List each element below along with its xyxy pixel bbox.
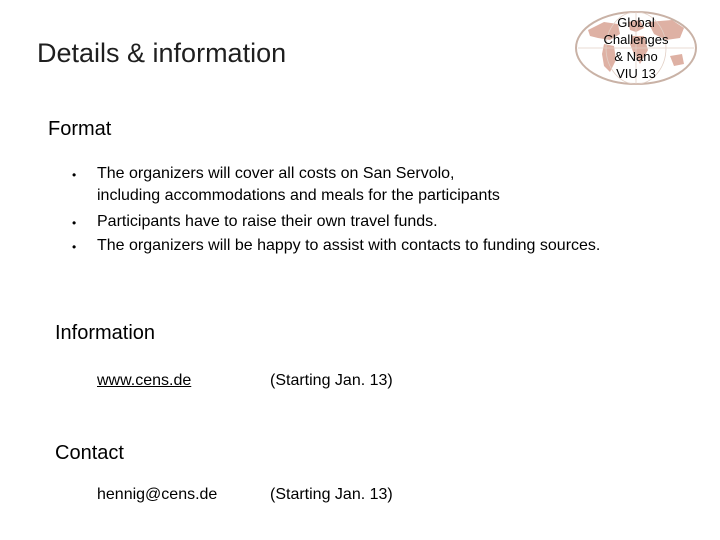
globe-logo — [574, 10, 698, 86]
bullet-marker: • — [72, 168, 77, 182]
logo-line-1: Global — [617, 15, 655, 30]
logo-line-3: & Nano — [614, 49, 658, 64]
contact-heading: Contact — [55, 442, 124, 464]
format-bullet-1-line-2: including accommodations and meals for the participants — [97, 187, 500, 204]
contact-note: (Starting Jan. 13) — [270, 486, 393, 503]
format-heading: Format — [48, 118, 112, 140]
format-bullet-3: The organizers will be happy to assist with contacts to funding sources. — [97, 237, 601, 254]
format-bullet-1-line-1: The organizers will cover all costs on San Servolo, — [97, 165, 455, 182]
slide-title: Details & information — [37, 38, 287, 68]
website-link[interactable]: www.cens.de — [97, 372, 192, 389]
information-note: (Starting Jan. 13) — [270, 372, 393, 389]
bullet-marker: • — [72, 240, 77, 254]
logo-line-2: Challenges — [603, 32, 669, 47]
contact-email: hennig@cens.de — [97, 486, 218, 503]
bullet-marker: • — [72, 216, 77, 230]
format-bullet-2: Participants have to raise their own travel funds. — [97, 213, 438, 230]
logo-line-4: VIU 13 — [616, 66, 656, 81]
information-heading: Information — [55, 322, 156, 344]
